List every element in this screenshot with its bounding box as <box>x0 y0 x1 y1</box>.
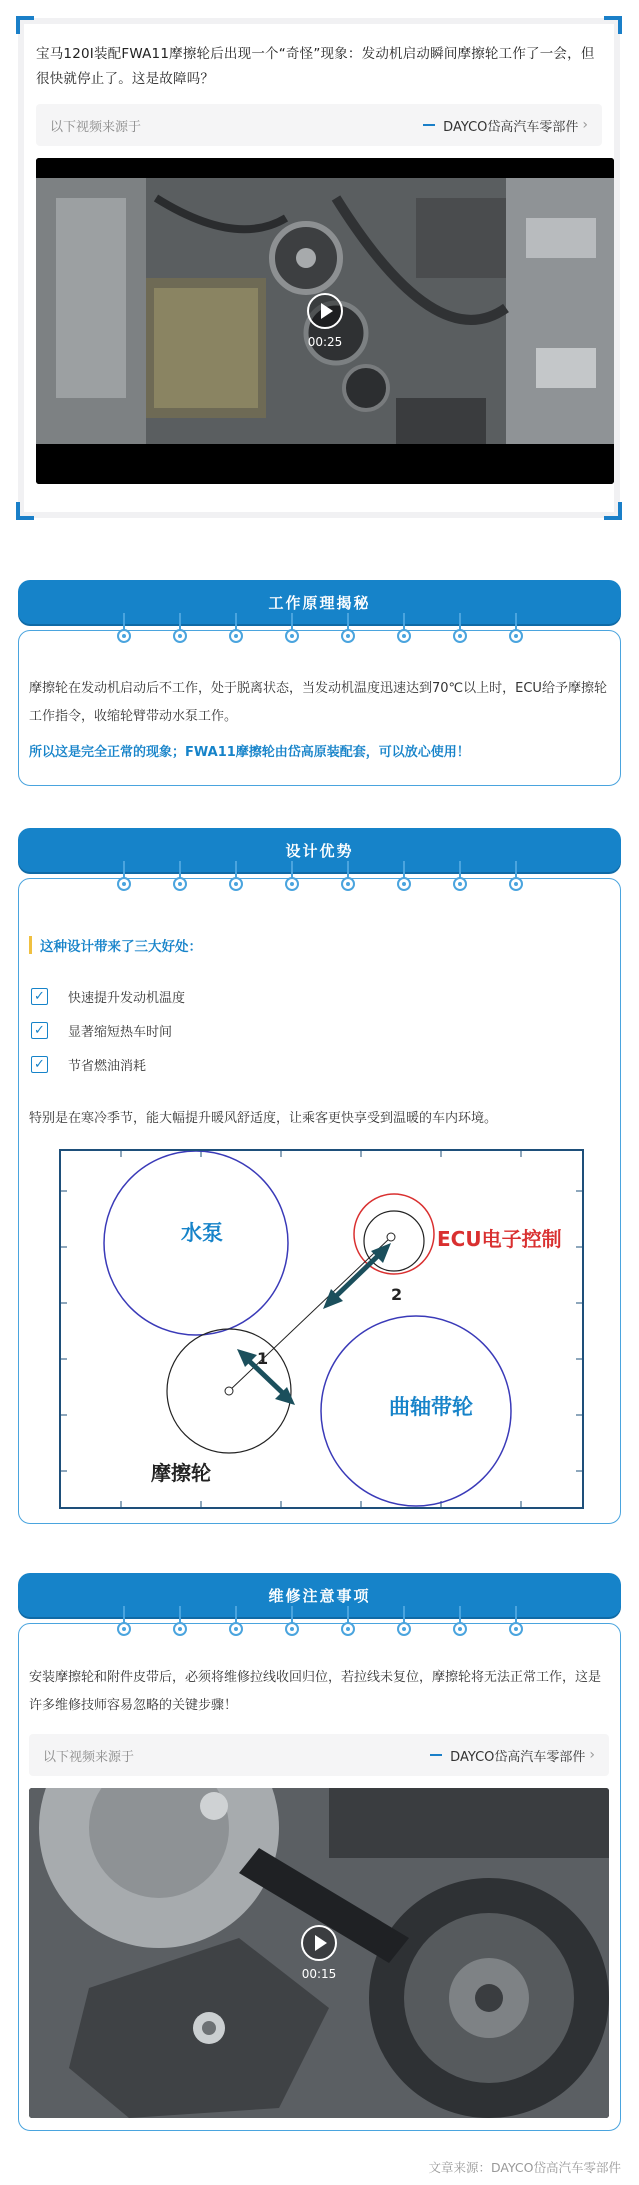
binder-ring-icon <box>451 861 469 893</box>
video-source-label: 以下视频来源于 <box>50 119 142 135</box>
binder-rings <box>19 613 620 645</box>
binder-ring-icon <box>507 613 525 645</box>
article-source-footer: 文章来源：DAYCO岱高汽车零部件 <box>428 2160 621 2175</box>
intro-card-frame <box>18 18 620 518</box>
intro-card <box>24 24 614 512</box>
diagram-drawing <box>61 1151 582 1507</box>
chevron-right-icon: › <box>582 117 588 133</box>
binder-ring-icon <box>339 861 357 893</box>
section-body-maintenance <box>18 1623 621 2131</box>
binder-ring-icon <box>507 1606 525 1638</box>
benefit-list <box>19 979 185 1081</box>
principle-text: 摩擦轮在发动机启动后不工作，处于脱离状态，当发动机温度迅速达到70℃以上时，ECU给予摩擦轮工作指令，收缩轮臂带动水泵工作。 <box>29 681 607 724</box>
benefit-title <box>19 935 202 955</box>
section-body-design <box>18 878 621 1524</box>
benefit-item <box>19 1047 185 1081</box>
play-button[interactable] <box>301 1925 337 1961</box>
benefit-item-label: 快速提升发动机温度 <box>68 990 186 1006</box>
binder-ring-icon <box>171 1606 189 1638</box>
label-number-2: 2 <box>391 1285 403 1304</box>
binder-ring-icon <box>339 613 357 645</box>
account-dash-icon <box>423 124 435 126</box>
chevron-right-icon: › <box>589 1747 595 1763</box>
design-text: 特别是在寒冷季节，能大幅提升暖风舒适度，让乘客更快享受到温暖的车内环境。 <box>29 1111 498 1126</box>
label-ecu-control: ECU电子控制 <box>437 1227 562 1251</box>
video-source-name: DAYCO岱高汽车零部件 <box>450 1749 586 1765</box>
video-duration: 00:25 <box>307 335 343 349</box>
label-friction-wheel: 摩擦轮 <box>151 1461 211 1485</box>
friction-wheel-diagram <box>59 1149 584 1509</box>
checkbox-checked-icon: ✓ <box>31 1022 48 1039</box>
video-player-2[interactable] <box>29 1788 609 2118</box>
label-water-pump: 水泵 <box>181 1221 223 1245</box>
binder-ring-icon <box>395 1606 413 1638</box>
benefit-item <box>19 1013 185 1047</box>
benefit-item-label: 显著缩短热车时间 <box>68 1024 173 1040</box>
video-duration: 00:15 <box>301 1967 337 1981</box>
play-button[interactable] <box>307 293 343 329</box>
binder-ring-icon <box>507 861 525 893</box>
binder-ring-icon <box>227 613 245 645</box>
section-header-maintenance: 维修注意事项 <box>18 1573 621 1617</box>
binder-ring-icon <box>227 861 245 893</box>
benefit-item-label: 节省燃油消耗 <box>68 1058 147 1074</box>
binder-ring-icon <box>171 613 189 645</box>
binder-ring-icon <box>283 861 301 893</box>
section-header-principle: 工作原理揭秘 <box>18 580 621 624</box>
benefit-title-text: 这种设计带来了三大好处： <box>40 939 202 955</box>
video-source-name: DAYCO岱高汽车零部件 <box>443 119 579 135</box>
play-icon <box>321 303 333 319</box>
principle-highlight: 所以这是完全正常的现象；FWA11摩擦轮由岱高原装配套，可以放心使用！ <box>29 745 470 760</box>
label-crank-pulley: 曲轴带轮 <box>389 1395 473 1419</box>
benefit-item <box>19 979 185 1013</box>
binder-ring-icon <box>451 613 469 645</box>
section-header-design: 设计优势 <box>18 828 621 872</box>
account-dash-icon <box>430 1754 442 1756</box>
maintenance-text: 安装摩擦轮和附件皮带后，必须将维修拉线收回归位，若拉线未复位，摩擦轮将无法正常工作，这是许多维修技师容易忽略的关键步骤！ <box>29 1670 602 1713</box>
intro-text: 宝马120I装配FWA11摩擦轮后出现一个“奇怪”现象：发动机启动瞬间摩擦轮工作了一会，但很快就停止了。这是故障吗？ <box>36 46 595 87</box>
checkbox-checked-icon: ✓ <box>31 988 48 1005</box>
title-accent-mark <box>29 936 32 954</box>
binder-ring-icon <box>395 613 413 645</box>
binder-ring-icon <box>339 1606 357 1638</box>
binder-rings <box>19 861 620 893</box>
binder-rings <box>19 1606 620 1638</box>
binder-ring-icon <box>283 613 301 645</box>
label-number-1: 1 <box>257 1349 269 1368</box>
video-source-label: 以下视频来源于 <box>43 1749 135 1765</box>
play-icon <box>315 1935 327 1951</box>
video-source-account[interactable] <box>423 116 588 135</box>
checkbox-checked-icon: ✓ <box>31 1056 48 1073</box>
binder-ring-icon <box>115 613 133 645</box>
video-source-bar[interactable] <box>29 1734 609 1776</box>
binder-ring-icon <box>171 861 189 893</box>
binder-ring-icon <box>115 861 133 893</box>
binder-ring-icon <box>395 861 413 893</box>
section-body-principle <box>18 630 621 786</box>
video-player-1[interactable] <box>36 158 614 484</box>
binder-ring-icon <box>227 1606 245 1638</box>
binder-ring-icon <box>115 1606 133 1638</box>
binder-ring-icon <box>283 1606 301 1638</box>
video-source-bar[interactable] <box>36 104 602 146</box>
binder-ring-icon <box>451 1606 469 1638</box>
video-source-account[interactable] <box>430 1746 595 1765</box>
